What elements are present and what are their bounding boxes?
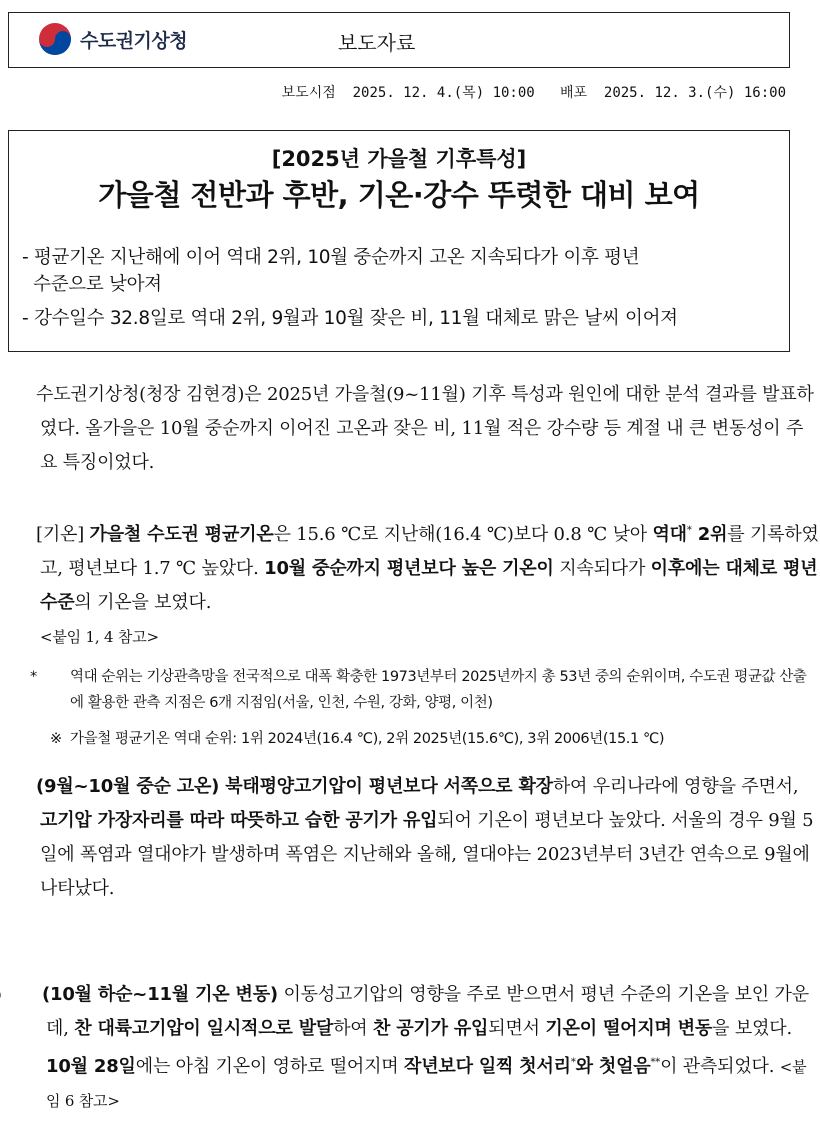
early-bold: (9월~10월 중순 고온) 북태평양고기압이 평년보다 서쪽으로 확장 [36,776,553,797]
early-autumn-paragraph [10,770,820,906]
late-text: 에는 아침 기온이 영하로 떨어지며 [135,1056,404,1077]
ranking-note [50,726,792,752]
temp-bold: 2위 [691,524,728,545]
late-text: 이동성고기압의 영향을 주로 받으면서 평년 수준의 기온을 보인 가운데, [46,984,809,1039]
agency-logo [38,22,187,56]
temp-bold: 10월 중순까지 평년보다 높은 기온이 [264,558,554,579]
late-text: 이 관측되었다. [660,1056,780,1077]
reference-note: <붙임 1, 4 참고> [40,628,159,646]
footnote-marker: * [686,525,692,536]
late-bold: 와 첫얼음 [575,1056,651,1077]
kma-taegeuk-logo-icon [38,22,72,56]
early-text: 하여 우리나라에 영향을 주면서, [552,776,799,797]
temp-text: 은 15.6 ℃로 지난해(16.4 ℃)보다 0.8 ℃ 낮아 [273,524,653,545]
asterisk-icon: * [30,669,37,685]
temp-text: 지속되다가 [553,558,651,579]
summary-bullet: 수준으로 낮아져 [22,274,162,295]
circle-bullet-icon [10,770,36,804]
late-autumn-paragraph [16,978,820,1118]
temp-bold: 가을철 수도권 평균기온 [89,524,274,545]
late-bold: 찬 대륙고기압이 일시적으로 발달 [74,1018,334,1039]
document-type: 보도자료 [338,31,416,55]
footnote-text: 역대 순위는 기상관측망을 전국적으로 대폭 확충한 1973년부터 2025년까지 총 53년 중의 순위이며, 수도권 평균값 산출에 활용한 관측 지점은 6개 지점임(서울, 인천, 수원, 강화, 양평, 이천) [70,669,807,711]
late-bold: 기온이 떨어지며 변동 [545,1018,713,1039]
late-bold: 10월 28일 [46,1056,136,1077]
intro-paragraph [10,378,820,480]
temperature-paragraph [10,514,820,654]
ranking-text: 가을철 평균기온 역대 순위: 1위 2024년(16.4 ℃), 2위 2025년(15.6℃), 3위 2006년(15.1 ℃) [70,731,665,747]
circle-bullet-icon [16,978,42,1012]
temp-text: 의 기온을 보였다. [74,592,212,613]
footnote [30,664,812,716]
early-text: 되어 기온이 평년보다 높았다. 서울의 경우 9월 5일에 폭염과 열대야가 발생하며 폭염은 지난해와 올해, 열대야는 2023년부터 3년간 연속으로 9월에 나타났다. [40,810,814,899]
intro-text: 수도권기상청(청장 김현경)은 2025년 가을철(9~11월) 기후 특성과 원인에 대한 분석 결과를 발표하였다. 올가을은 10월 중순까지 이어진 고온과 잦은 비, 11월 적은 강수량 등 계절 내 큰 변동성이 주요 특징이었다. [36,384,814,473]
square-bullet-icon [10,518,36,552]
reference-mark-icon: ※ [50,731,62,747]
agency-name: 수도권기상청 [80,29,188,52]
reference-note: <붙임 6 참고> [46,1058,807,1110]
temp-bold: 이후에는 대체로 평년 수준 [40,558,818,613]
late-bold: 찬 공기가 유입 [372,1018,489,1039]
late-text: 하여 [333,1018,373,1039]
footnote-marker: * [570,1057,576,1068]
summary-bullet: - 평균기온 지난해에 이어 역대 2위, 10월 중순까지 고온 지속되다가 이후 평년 [22,247,640,268]
footnote-marker: ** [650,1057,661,1068]
summary-bullet: - 강수일수 32.8일로 역대 2위, 9월과 10월 잦은 비, 11월 대체로 맑은 날씨 이어져 [22,308,678,329]
summary-subtitle: [2025년 가을철 기후특성] [271,147,527,171]
late-bold: (10월 하순~11월 기온 변동) [42,984,278,1005]
late-text: 을 보였다. [712,1018,792,1039]
temp-text: 를 기록하였고, 평년보다 1.7 ℃ 높았다. [40,524,819,579]
early-bold: 고기압 가장자리를 따라 따뜻하고 습한 공기가 유입 [40,810,438,831]
release-schedule: 보도시점 2025. 12. 4.(목) 10:00 배포 2025. 12. 3.(수) 16:00 [281,85,786,101]
temp-text: [기온] [36,524,90,545]
square-bullet-icon [10,378,36,412]
late-bold: 작년보다 일찍 첫서리 [404,1056,571,1077]
late-text: 되면서 [488,1018,546,1039]
temp-bold: 역대 [652,524,687,545]
summary-title: 가을철 전반과 후반, 기온·강수 뚜렷한 대비 보여 [98,178,700,212]
